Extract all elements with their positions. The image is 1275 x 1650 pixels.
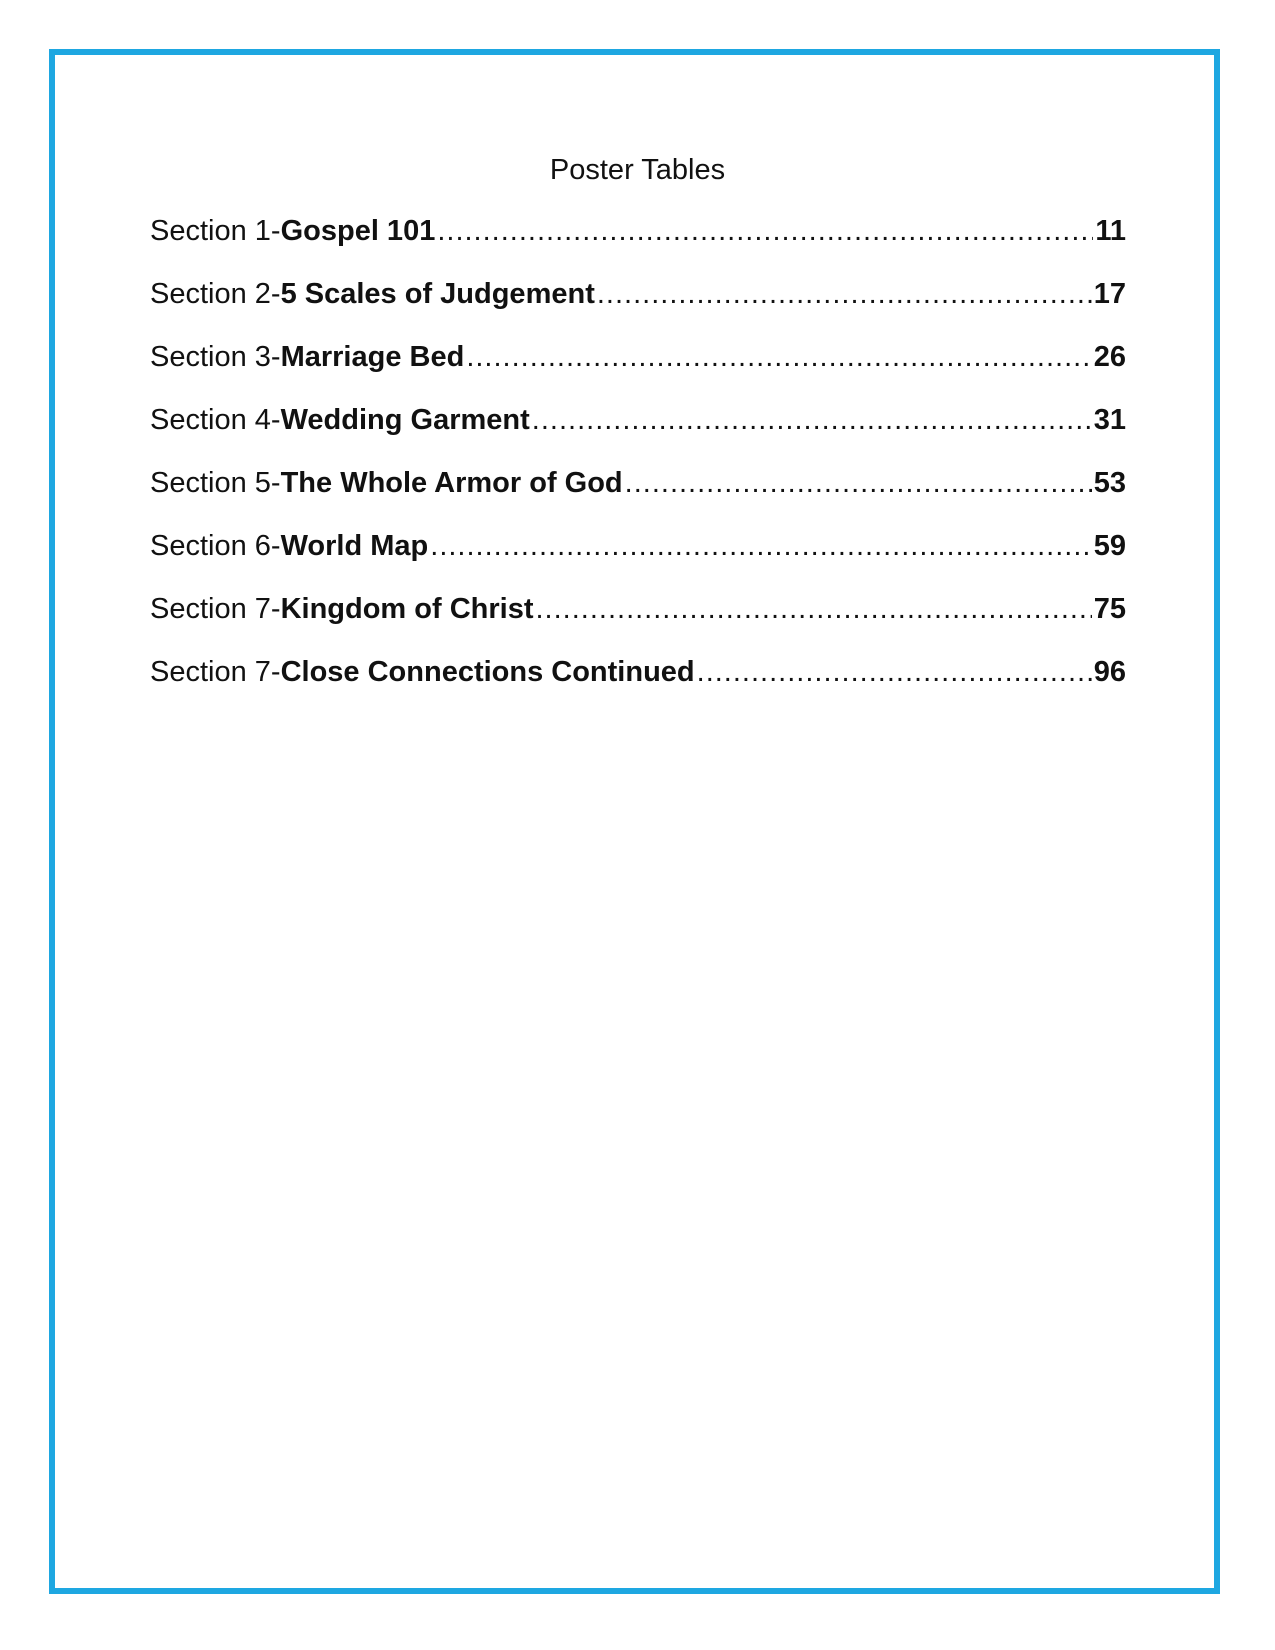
entry-title: Wedding Garment bbox=[280, 404, 530, 436]
entry-title: Kingdom of Christ bbox=[280, 593, 534, 625]
toc-entry-section-7[interactable] bbox=[150, 591, 1126, 654]
entry-page-number: 26 bbox=[1093, 341, 1126, 373]
dot-leader bbox=[697, 654, 1092, 690]
entry-title: The Whole Armor of God bbox=[280, 467, 623, 499]
entry-prefix: Section 7- bbox=[150, 656, 281, 688]
table-of-contents bbox=[150, 213, 1126, 717]
entry-prefix: Section 5- bbox=[150, 467, 281, 499]
entry-page-number: 59 bbox=[1093, 530, 1126, 562]
entry-prefix: Section 4- bbox=[150, 404, 281, 436]
toc-entry-section-7-continued[interactable] bbox=[150, 654, 1126, 717]
dot-leader bbox=[625, 465, 1092, 501]
page-title: Poster Tables bbox=[549, 154, 726, 186]
entry-prefix: Section 2- bbox=[150, 278, 281, 310]
dot-leader bbox=[597, 276, 1092, 312]
entry-page-number: 11 bbox=[1095, 215, 1126, 247]
dot-leader bbox=[536, 591, 1092, 627]
entry-title: Close Connections Continued bbox=[280, 656, 695, 688]
entry-title: 5 Scales of Judgement bbox=[280, 278, 595, 310]
dot-leader bbox=[437, 213, 1093, 249]
toc-entry-section-1[interactable] bbox=[150, 213, 1126, 276]
entry-title: Gospel 101 bbox=[280, 215, 436, 247]
entry-page-number: 17 bbox=[1093, 278, 1126, 310]
entry-prefix: Section 1- bbox=[150, 215, 281, 247]
dot-leader bbox=[430, 528, 1091, 564]
dot-leader bbox=[532, 402, 1092, 438]
entry-page-number: 53 bbox=[1093, 467, 1126, 499]
entry-title: Marriage Bed bbox=[280, 341, 465, 373]
entry-page-number: 31 bbox=[1093, 404, 1126, 436]
toc-entry-section-5[interactable] bbox=[150, 465, 1126, 528]
entry-page-number: 96 bbox=[1093, 656, 1126, 688]
dot-leader bbox=[466, 339, 1091, 375]
entry-prefix: Section 6- bbox=[150, 530, 281, 562]
entry-prefix: Section 7- bbox=[150, 593, 281, 625]
toc-entry-section-3[interactable] bbox=[150, 339, 1126, 402]
entry-page-number: 75 bbox=[1093, 593, 1126, 625]
entry-prefix: Section 3- bbox=[150, 341, 281, 373]
toc-entry-section-2[interactable] bbox=[150, 276, 1126, 339]
toc-entry-section-6[interactable] bbox=[150, 528, 1126, 591]
entry-title: World Map bbox=[280, 530, 429, 562]
toc-entry-section-4[interactable] bbox=[150, 402, 1126, 465]
